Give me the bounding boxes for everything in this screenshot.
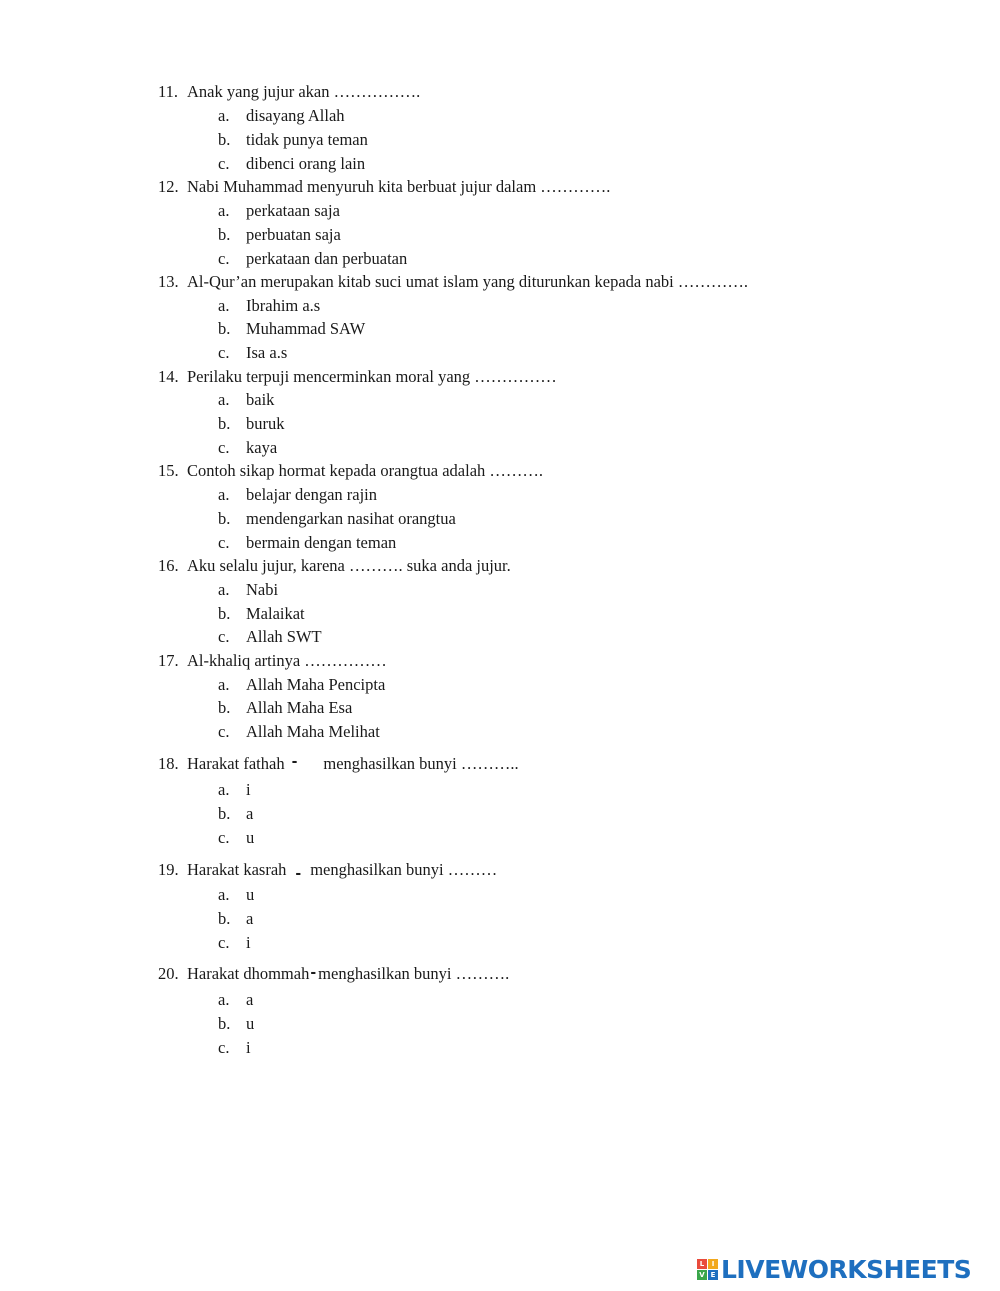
question-14 (158, 367, 557, 387)
question-text-continued: menghasilkan bunyi ……….. (323, 754, 519, 773)
option-letter: a. (218, 990, 230, 1009)
question-text: Contoh sikap hormat kepada orangtua adalah ………. (187, 461, 544, 480)
option (218, 933, 251, 953)
option-text: u (246, 1014, 255, 1033)
option-text: Muhammad SAW (246, 319, 366, 338)
option-text: a (246, 804, 254, 823)
question-text: Harakat fathah (187, 754, 285, 773)
option-letter: c. (218, 249, 230, 268)
liveworksheets-logo-icon (697, 1259, 718, 1280)
question-text-continued: menghasilkan bunyi ……… (310, 860, 498, 879)
option-text: Allah Maha Pencipta (246, 675, 386, 694)
option (218, 909, 253, 929)
option-text: Allah Maha Esa (246, 698, 353, 717)
question-number: 16. (158, 556, 179, 575)
option-letter: b. (218, 225, 231, 244)
option-letter: b. (218, 1014, 231, 1033)
option-letter: c. (218, 533, 230, 552)
option-text: Isa a.s (246, 343, 288, 362)
option-text: Allah SWT (246, 627, 322, 646)
option-letter: c. (218, 722, 230, 741)
option-text: tidak punya teman (246, 130, 368, 149)
option-text: Nabi (246, 580, 279, 599)
option-text: i (246, 1038, 251, 1057)
question-11 (158, 82, 420, 102)
option (218, 319, 365, 339)
option (218, 485, 377, 505)
option-letter: a. (218, 201, 230, 220)
option (218, 201, 340, 221)
option-letter: c. (218, 828, 230, 847)
question-text: Nabi Muhammad menyuruh kita berbuat jujur dalam …………. (187, 177, 611, 196)
option-letter: c. (218, 933, 230, 952)
option-letter: b. (218, 414, 231, 433)
option-text: mendengarkan nasihat orangtua (246, 509, 456, 528)
option-letter: a. (218, 675, 230, 694)
logo-icon-tile: I (708, 1259, 718, 1269)
question-number: 20. (158, 964, 179, 983)
question-number: 15. (158, 461, 179, 480)
question-text: Al-Qur’an merupakan kitab suci umat islam yang diturunkan kepada nabi …………. (187, 272, 749, 291)
option-text: bermain dengan teman (246, 533, 397, 552)
option-text: a (246, 909, 254, 928)
option-letter: b. (218, 698, 231, 717)
option-text: i (246, 933, 251, 952)
option (218, 604, 305, 624)
question-13 (158, 272, 748, 292)
option (218, 533, 396, 553)
logo-icon-tile: L (697, 1259, 707, 1269)
option-letter: c. (218, 343, 230, 362)
option-text: u (246, 828, 255, 847)
option (218, 1038, 251, 1058)
question-text: Perilaku terpuji mencerminkan moral yang …………… (187, 367, 557, 386)
question-18 (158, 754, 519, 775)
option-letter: b. (218, 909, 231, 928)
option (218, 154, 365, 174)
option-letter: c. (218, 438, 230, 457)
option-text: belajar dengan rajin (246, 485, 378, 504)
option-text: disayang Allah (246, 106, 345, 125)
logo-icon-tile: V (697, 1270, 707, 1280)
option-letter: b. (218, 130, 231, 149)
question-text: Aku selalu jujur, karena ………. suka anda jujur. (187, 556, 511, 575)
question-text: Al-khaliq artinya …………… (187, 651, 387, 670)
option-text: kaya (246, 438, 278, 457)
option-letter: b. (218, 509, 231, 528)
question-text-continued: menghasilkan bunyi ………. (318, 964, 510, 983)
liveworksheets-logo (697, 1254, 971, 1284)
question-number: 14. (158, 367, 179, 386)
question-16 (158, 556, 511, 576)
option (218, 627, 322, 647)
option-letter: a. (218, 106, 230, 125)
question-number: 19. (158, 860, 179, 879)
option-letter: a. (218, 885, 230, 904)
fathah-symbol: - (291, 754, 298, 770)
option-text: a (246, 990, 254, 1009)
question-text: Harakat dhommah (187, 964, 310, 983)
option (218, 438, 277, 458)
option (218, 225, 341, 245)
option (218, 390, 274, 410)
option-letter: a. (218, 580, 230, 599)
option (218, 414, 285, 434)
option (218, 106, 345, 126)
option-letter: b. (218, 319, 231, 338)
option-letter: a. (218, 780, 230, 799)
option-text: buruk (246, 414, 285, 433)
question-20 (158, 964, 509, 985)
option-text: dibenci orang lain (246, 154, 366, 173)
option (218, 828, 254, 848)
logo-text: LIVEWORKSHEETS (721, 1254, 972, 1284)
option (218, 990, 253, 1010)
option-letter: b. (218, 804, 231, 823)
option-letter: c. (218, 1038, 230, 1057)
option-text: Ibrahim a.s (246, 296, 321, 315)
option (218, 343, 287, 363)
question-text: Anak yang jujur akan ……………. (187, 82, 421, 101)
option (218, 296, 320, 316)
dhommah-symbol: - (310, 965, 317, 981)
option (218, 885, 254, 905)
option (218, 804, 253, 824)
question-number: 12. (158, 177, 179, 196)
option (218, 722, 380, 742)
option (218, 580, 278, 600)
option-text: baik (246, 390, 275, 409)
question-number: 18. (158, 754, 179, 773)
option-text: Allah Maha Melihat (246, 722, 380, 741)
question-12 (158, 177, 610, 197)
option-letter: a. (218, 485, 230, 504)
option-text: perbuatan saja (246, 225, 341, 244)
option (218, 130, 368, 150)
option (218, 698, 352, 718)
option (218, 675, 385, 695)
option-letter: c. (218, 627, 230, 646)
option-letter: a. (218, 390, 230, 409)
option-letter: a. (218, 296, 230, 315)
option-text: u (246, 885, 255, 904)
question-text: Harakat kasrah (187, 860, 287, 879)
question-17 (158, 651, 387, 671)
question-number: 11. (158, 82, 179, 101)
option-text: i (246, 780, 251, 799)
option-letter: b. (218, 604, 231, 623)
question-19 (158, 860, 497, 881)
option (218, 1014, 254, 1034)
option-text: Malaikat (246, 604, 305, 623)
question-number: 17. (158, 651, 179, 670)
option-letter: c. (218, 154, 230, 173)
question-15 (158, 461, 543, 481)
option-text: perkataan dan perbuatan (246, 249, 408, 268)
option (218, 780, 251, 800)
logo-icon-tile: E (708, 1270, 718, 1280)
option (218, 509, 456, 529)
question-number: 13. (158, 272, 179, 291)
option-text: perkataan saja (246, 201, 340, 220)
option (218, 249, 407, 269)
kasrah-symbol: - (295, 866, 302, 882)
